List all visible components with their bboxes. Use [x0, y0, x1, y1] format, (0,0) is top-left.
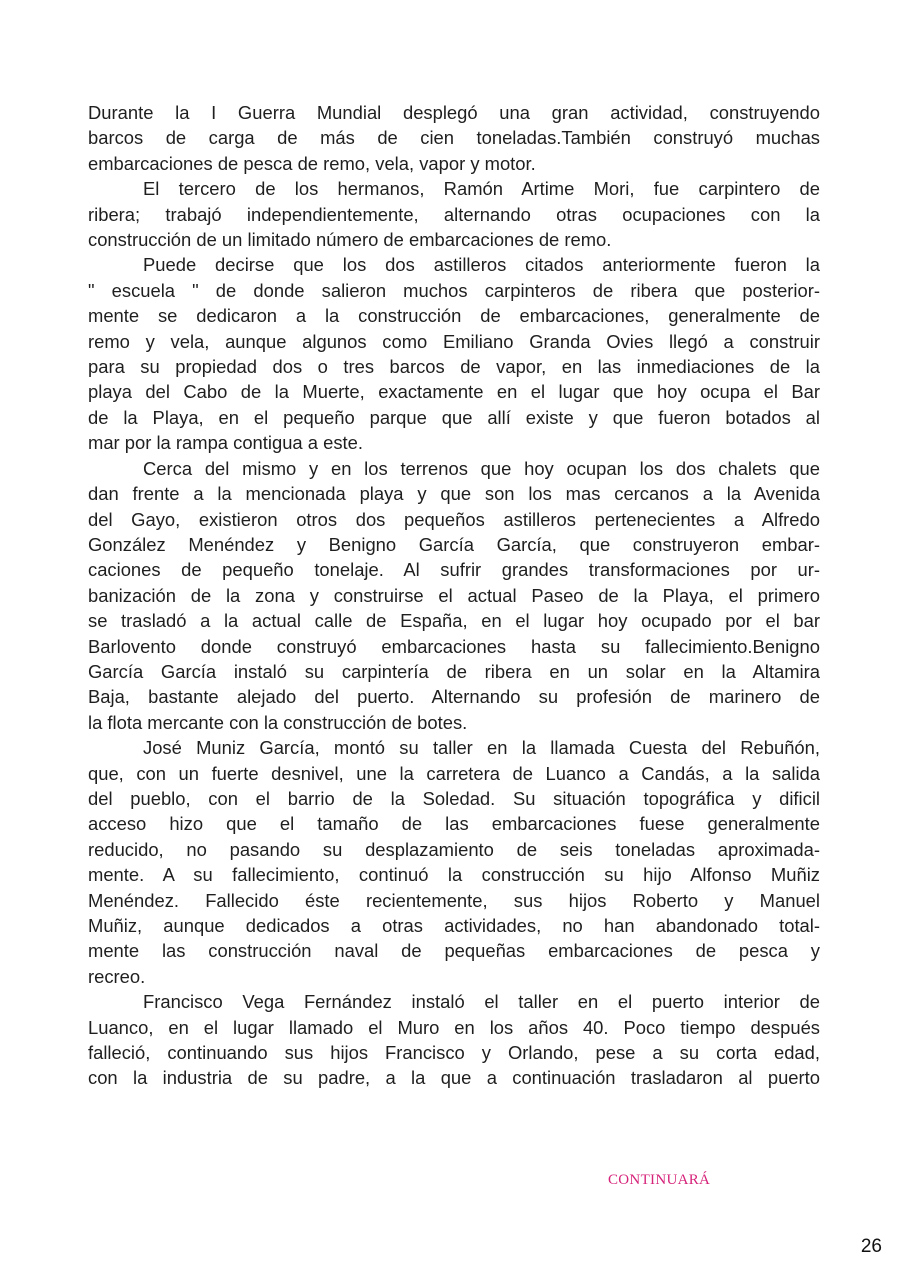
text-line: Barlovento donde construyó embarcaciones hasta su fallecimiento.Benigno [88, 635, 820, 657]
text-line: barcos de carga de más de cien toneladas.También construyó muchas [88, 127, 820, 149]
text-line: del pueblo, con el barrio de la Soledad. Su situación topográfica y dificil [88, 787, 820, 809]
text-line: embarcaciones de pesca de remo, vela, vapor y motor. [88, 152, 536, 174]
text-line: se trasladó a la actual calle de España, en el lugar hoy ocupado por el bar [88, 610, 820, 632]
paragraph-start-line: El tercero de los hermanos, Ramón Artime Mori, fue carpintero de [143, 178, 820, 200]
text-line: mente las construcción naval de pequeñas embarcaciones de pesca y [88, 940, 820, 962]
text-line: mente. A su fallecimiento, continuó la construcción su hijo Alfonso Muñiz [88, 864, 820, 886]
text-line: García García instaló su carpintería de ribera en un solar en la Altamira [88, 660, 820, 682]
text-line: mar por la rampa contigua a este. [88, 432, 363, 454]
text-line: del Gayo, existieron otros dos pequeños astilleros pertenecientes a Alfredo [88, 508, 820, 530]
paragraph-start-line: Cerca del mismo y en los terrenos que hoy ocupan los dos chalets que [143, 457, 820, 479]
text-line: construcción de un limitado número de embarcaciones de remo. [88, 229, 612, 251]
text-line: de la Playa, en el pequeño parque que allí existe y que fueron botados al [88, 406, 820, 428]
text-line: banización de la zona y construirse el actual Paseo de la Playa, el primero [88, 584, 820, 606]
text-line: Luanco, en el lugar llamado el Muro en los años 40. Poco tiempo después [88, 1016, 820, 1038]
text-line: González Menéndez y Benigno García García, que construyeron embar- [88, 533, 820, 555]
page-number: 26 [860, 1236, 882, 1257]
text-line: Durante la I Guerra Mundial desplegó una gran actividad, construyendo [88, 102, 820, 123]
text-line: caciones de pequeño tonelaje. Al sufrir grandes transformaciones por ur- [88, 559, 820, 581]
paragraph-start-line: Francisco Vega Fernández instaló el taller en el puerto interior de [143, 991, 820, 1013]
body-text [88, 100, 820, 1091]
text-line: la flota mercante con la construcción de botes. [88, 711, 468, 733]
paragraph-start-line: José Muniz García, montó su taller en la llamada Cuesta del Rebuñón, [143, 737, 820, 759]
paragraph-start-line: Puede decirse que los dos astilleros citados anteriormente fueron la [143, 254, 820, 276]
text-line: Baja, bastante alejado del puerto. Alternando su profesión de marinero de [88, 686, 820, 708]
text-line: remo y vela, aunque algunos como Emiliano Granda Ovies llegó a construir [88, 330, 820, 352]
text-line: recreo. [88, 965, 146, 987]
text-line: con la industria de su padre, a la que a continuación trasladaron al puerto [88, 1067, 820, 1089]
text-line: acceso hizo que el tamaño de las embarcaciones fuese generalmente [88, 813, 820, 835]
text-line: para su propiedad dos o tres barcos de vapor, en las inmediaciones de la [88, 356, 820, 378]
text-line: ribera; trabajó independientemente, alternando otras ocupaciones con la [88, 203, 820, 225]
text-line: playa del Cabo de la Muerte, exactamente en el lugar que hoy ocupa el Bar [88, 381, 820, 403]
continued-label: CONTINUARÁ [608, 1172, 711, 1188]
text-line: falleció, continuando sus hijos Francisco y Orlando, pese a su corta edad, [88, 1042, 820, 1064]
text-line: " escuela " de donde salieron muchos carpinteros de ribera que posterior- [88, 279, 820, 301]
text-line: que, con un fuerte desnivel, une la carretera de Luanco a Candás, a la salida [88, 762, 820, 784]
text-line: reducido, no pasando su desplazamiento de seis toneladas aproximada- [88, 838, 820, 860]
text-line: Muñiz, aunque dedicados a otras actividades, no han abandonado total- [88, 915, 820, 936]
text-line: dan frente a la mencionada playa y que son los mas cercanos a la Avenida [88, 483, 820, 505]
text-line: mente se dedicaron a la construcción de embarcaciones, generalmente de [88, 305, 820, 327]
text-line: Menéndez. Fallecido éste recientemente, sus hijos Roberto y Manuel [88, 889, 820, 911]
